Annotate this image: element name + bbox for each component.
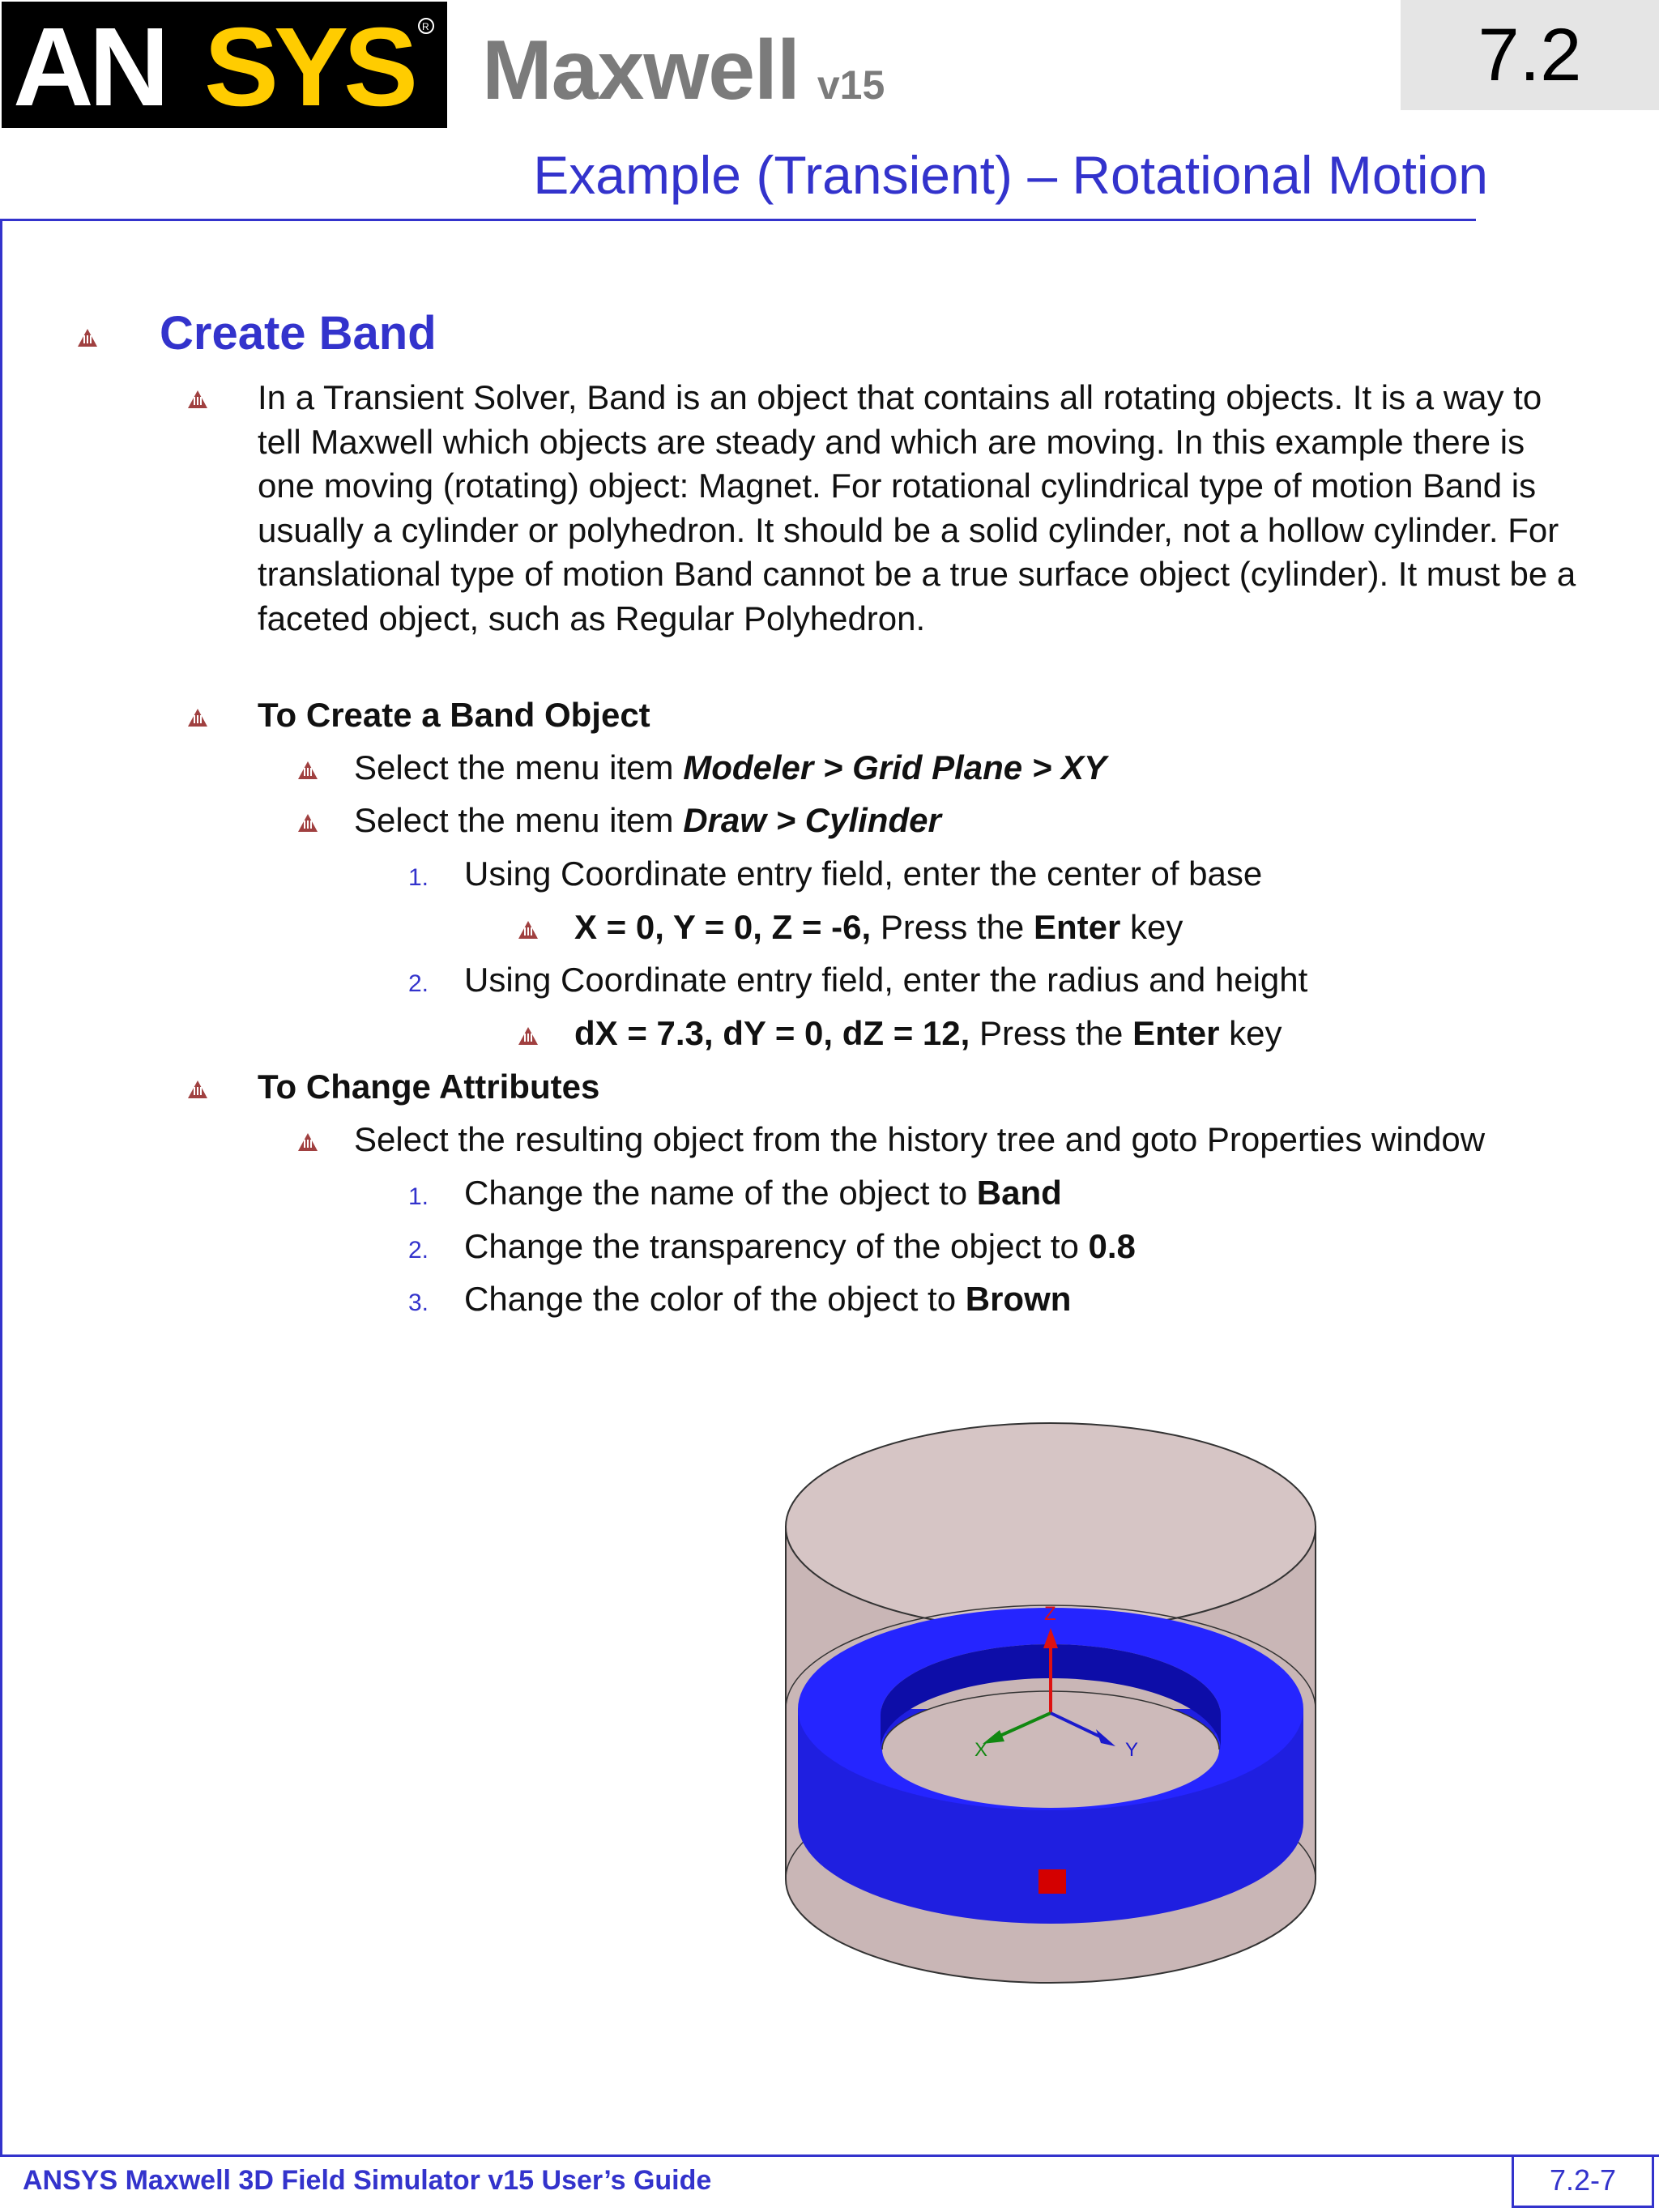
coordinate-values: X = 0, Y = 0, Z = -6, (574, 908, 872, 946)
bullet-icon (518, 921, 538, 939)
list-number: 3. (408, 1289, 429, 1316)
bullet-icon (78, 329, 97, 347)
page-number: 7.2-7 (1549, 2163, 1617, 2197)
item-value: Brown (965, 1280, 1072, 1318)
section-heading: Create Band (160, 307, 437, 360)
item-value: Band (976, 1174, 1062, 1212)
key-text: key (1120, 908, 1183, 946)
menu-path-grid-plane: Modeler > Grid Plane > XY (683, 748, 1107, 786)
left-frame-border (0, 219, 2, 2157)
svg-text:R: R (422, 21, 429, 32)
list-number: 2. (408, 970, 429, 997)
step-draw-cylinder (354, 799, 941, 842)
footer-guide-title: ANSYS Maxwell 3D Field Simulator v15 User’s Guide (23, 2165, 712, 2196)
ansys-logo (2, 2, 447, 128)
bullet-icon (298, 761, 318, 779)
item-text: Change the name of the object to (464, 1174, 977, 1212)
press-text: Press the (970, 1014, 1133, 1052)
band-top-face (786, 1423, 1316, 1630)
item-text: Change the color of the object to (464, 1280, 966, 1318)
step-text: Select the menu item (354, 801, 684, 839)
section-number: 7.2 (1478, 13, 1582, 96)
step-text: Select the menu item (354, 748, 684, 786)
press-text: Press the (871, 908, 1034, 946)
bullet-icon (188, 709, 207, 727)
create-band-subheading: To Create a Band Object (258, 696, 650, 734)
intro-paragraph: In a Transient Solver, Band is an object that contains all rotating objects. It is a way to tell Maxwell which objects are steady and which are moving. In this example there is one moving (rotating) object: Magnet. For rotational cylindrical type of motion Band is usually a cylinder or polyhedron. It should be a solid cylinder, not a hollow cylinder. For translational type of motion Band cannot be a true surface object (cylinder). It must be a faceted object, such as Regular Polyhedron. (258, 378, 1576, 637)
cylinder-render (774, 1369, 1341, 2049)
enter-key-label: Enter (1033, 908, 1121, 946)
footer-divider (0, 2154, 1659, 2157)
bullet-icon (298, 1133, 318, 1151)
radius-height-values (574, 1012, 1282, 1055)
page-title: Example (Transient) – Rotational Motion (533, 145, 1488, 205)
center-values (574, 906, 1183, 949)
bullet-icon (518, 1027, 538, 1045)
band-cylinder-figure (774, 1369, 1341, 2053)
section-number-box (1401, 0, 1659, 110)
svg-text:AN: AN (13, 5, 165, 128)
z-axis-label: Z (1044, 1603, 1056, 1625)
menu-path-draw-cylinder: Draw > Cylinder (683, 801, 941, 839)
product-title (482, 23, 885, 120)
bullet-icon (188, 1080, 207, 1098)
item-value: 0.8 (1088, 1227, 1136, 1265)
key-text: key (1219, 1014, 1282, 1052)
item-change-name (464, 1171, 1062, 1215)
item-change-transparency (464, 1225, 1136, 1268)
substep-radius-height: Using Coordinate entry field, enter the radius and height (464, 961, 1308, 999)
step-grid-plane (354, 746, 1107, 790)
header-divider (0, 219, 1476, 221)
change-attributes-subheading: To Change Attributes (258, 1068, 600, 1106)
bullet-icon (298, 814, 318, 832)
list-number: 1. (408, 1183, 429, 1210)
svg-text:SYS: SYS (204, 5, 414, 128)
bullet-icon (188, 390, 207, 408)
list-number: 2. (408, 1237, 429, 1264)
y-axis-label: Y (1125, 1739, 1139, 1761)
origin-marker (1038, 1869, 1066, 1894)
list-number: 1. (408, 864, 429, 891)
product-version: v15 (817, 62, 885, 108)
substep-center-of-base: Using Coordinate entry field, enter the center of base (464, 855, 1263, 893)
coordinate-values: dX = 7.3, dY = 0, dZ = 12, (574, 1014, 970, 1052)
page-number-box (1512, 2154, 1654, 2208)
enter-key-label: Enter (1132, 1014, 1220, 1052)
item-change-color (464, 1277, 1071, 1321)
x-axis-label: X (975, 1739, 988, 1761)
product-name: Maxwell (482, 23, 800, 117)
item-text: Change the transparency of the object to (464, 1227, 1089, 1265)
step-select-object: Select the resulting object from the history tree and goto Properties window (354, 1120, 1486, 1158)
